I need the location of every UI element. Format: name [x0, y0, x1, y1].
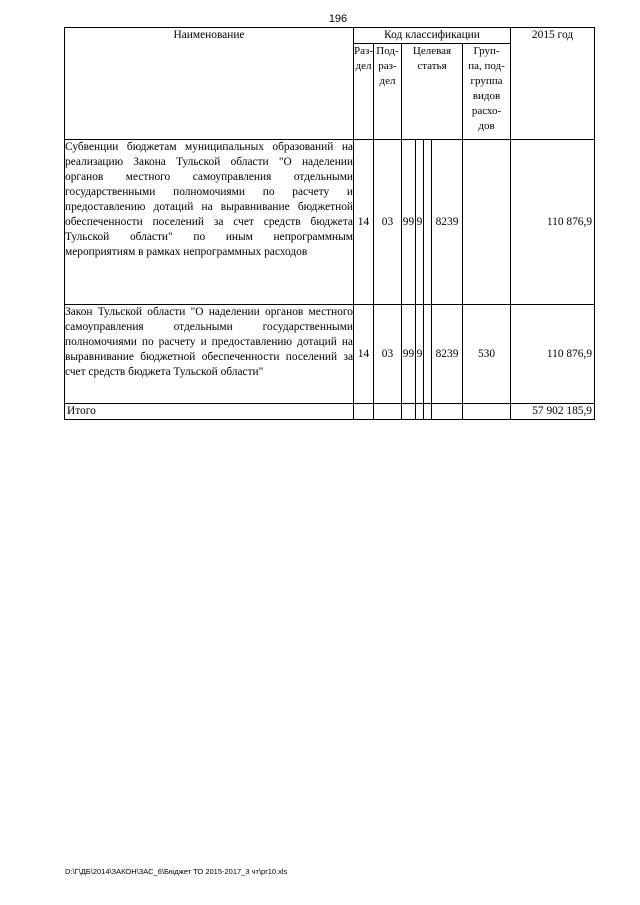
row-name: Субвенции бюджетам муниципальных образований на реализацию Закона Тульской области "О наделении органов местного самоуправления отдельными государственными полномочиями по расчету и предоставлению дотаций на выравнивание бюджетной обеспеченности поселений за счет средств бюджета Тульской области" по иным непрограммным мероприятиям в рамках непрограммных расходов	[65, 140, 354, 305]
total-empty-cell	[374, 404, 402, 420]
header-code-classification: Код классификации	[354, 28, 511, 44]
total-amount: 57 902 185,9	[511, 404, 595, 420]
row-amount: 110 876,9	[511, 140, 595, 305]
header-target-article: Целевая статья	[402, 44, 463, 140]
total-empty-cell	[402, 404, 416, 420]
row-razdel: 14	[354, 305, 374, 404]
row-cs-direction: 8239	[432, 305, 463, 404]
row-cs-blank	[424, 140, 432, 305]
row-group: 530	[463, 305, 511, 404]
row-cs-program: 99	[402, 140, 416, 305]
page-number: 196	[328, 13, 348, 25]
row-cs-subprogram: 9	[416, 140, 424, 305]
row-razdel: 14	[354, 140, 374, 305]
total-empty-cell	[424, 404, 432, 420]
table-row	[65, 305, 595, 404]
header-expense-group: Груп- па, под- группа видов расхо- дов	[463, 44, 511, 140]
header-row-1	[65, 28, 595, 44]
row-group	[463, 140, 511, 305]
budget-table	[64, 27, 595, 420]
header-podrazdel: Под- раз- дел	[374, 44, 402, 140]
total-empty-cell	[463, 404, 511, 420]
row-cs-program: 99	[402, 305, 416, 404]
row-name: Закон Тульской области "О наделении органов местного самоуправления отдельными государственными полномочиями по расчету и предоставлению дотаций на выравнивание бюджетной обеспеченности поселений за счет средств бюджета Тульской области"	[65, 305, 354, 404]
total-row	[65, 404, 595, 420]
file-path-footer: D:\Г\ДБ\2014\ЗАКОН\ЗАС_6\Бюджет ТО 2015-2017_3 чт\pr10.xls	[65, 867, 288, 876]
header-razdel: Раз- дел	[354, 44, 374, 140]
total-empty-cell	[432, 404, 463, 420]
total-empty-cell	[416, 404, 424, 420]
total-empty-cell	[354, 404, 374, 420]
total-label: Итого	[65, 404, 354, 420]
row-cs-direction: 8239	[432, 140, 463, 305]
header-year: 2015 год	[511, 28, 595, 140]
row-cs-blank	[424, 305, 432, 404]
row-amount: 110 876,9	[511, 305, 595, 404]
row-cs-subprogram: 9	[416, 305, 424, 404]
row-podrazdel: 03	[374, 305, 402, 404]
table-row	[65, 140, 595, 305]
row-podrazdel: 03	[374, 140, 402, 305]
header-name: Наименование	[65, 28, 354, 140]
